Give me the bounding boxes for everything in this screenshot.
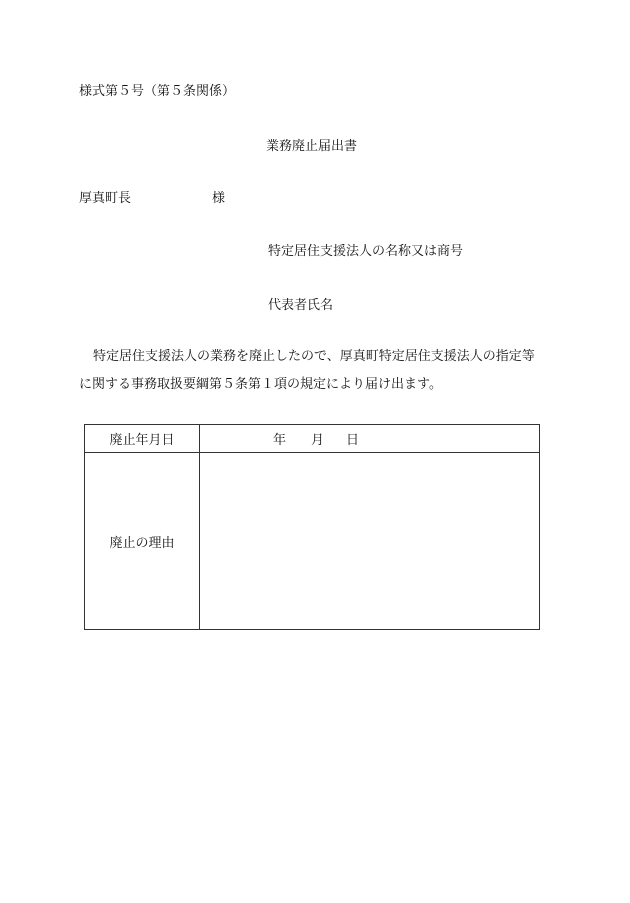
representative-name-label: 代表者氏名 <box>268 298 334 313</box>
abolition-date-label: 廃止年月日 <box>85 425 200 453</box>
document-title: 業務廃止届出書 <box>266 139 358 154</box>
month-label: 月 <box>311 433 325 448</box>
abolition-date-field[interactable] <box>200 425 540 453</box>
addressee: 厚真町長 <box>79 191 132 206</box>
abolition-reason-field[interactable] <box>200 453 540 630</box>
date-line <box>200 429 539 448</box>
day-label: 日 <box>346 433 360 448</box>
addressee-honorific: 様 <box>212 191 226 206</box>
body-text-line-2: に関する事務取扱要綱第５条第１項の規定により届け出ます。 <box>79 377 442 392</box>
body-text-line-1: 特定居住支援法人の業務を廃止したので、厚真町特定居住支援法人の指定等 <box>93 349 535 364</box>
form-number: 様式第５号（第５条関係） <box>79 84 236 99</box>
abolition-reason-label: 廃止の理由 <box>85 453 200 630</box>
notification-table <box>84 424 540 630</box>
date-row <box>85 425 540 453</box>
reason-row <box>85 453 540 630</box>
year-label: 年 <box>273 433 287 448</box>
corporation-name-label: 特定居住支援法人の名称又は商号 <box>268 244 464 259</box>
